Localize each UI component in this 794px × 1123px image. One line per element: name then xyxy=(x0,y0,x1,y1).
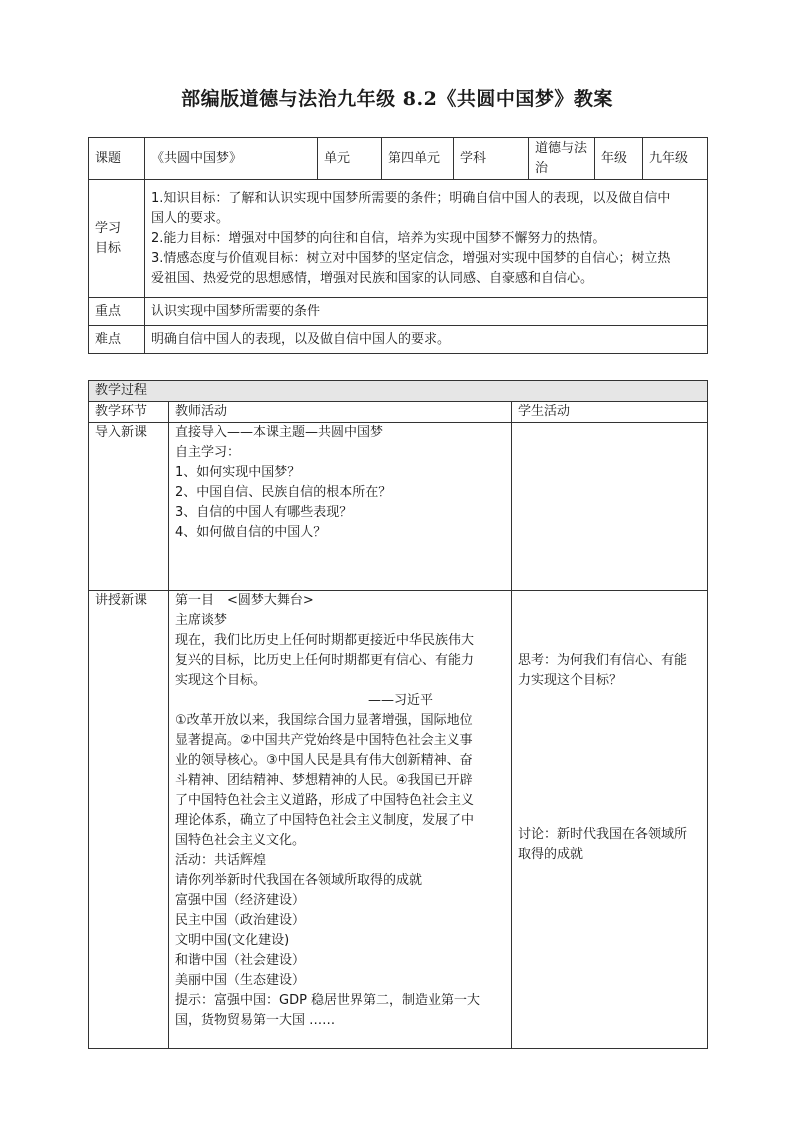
goal-line: 2.能力目标：增强对中国梦的向往和自信，培养为实现中国梦不懈努力的热情。 xyxy=(151,230,606,246)
teach-line: 主席谈梦 xyxy=(175,613,228,628)
col-teacher: 教师活动 xyxy=(169,402,512,423)
teach-line: 和谐中国（社会建设） xyxy=(175,953,306,968)
lesson-info-table xyxy=(88,137,708,354)
intro-teacher-activity xyxy=(169,423,512,591)
quote-attribution: ——习近平 xyxy=(367,693,433,708)
teach-line: 斗精神、团结精神、梦想精神的人民。④我国已开辟 xyxy=(175,773,473,788)
teach-line: 国，货物贸易第一大国 …… xyxy=(175,1013,336,1028)
label-key-point: 重点 xyxy=(89,298,145,326)
teach-line: ①改革开放以来，我国综合国力显著增强，国际地位 xyxy=(175,713,473,728)
label-subject: 学科 xyxy=(454,138,529,180)
teach-line: 复兴的目标，比历史上任何时期都更有信心、有能力 xyxy=(175,653,475,668)
info-row-key xyxy=(89,298,708,326)
label-difficulty: 难点 xyxy=(89,326,145,354)
info-row-difficulty xyxy=(89,326,708,354)
label-course: 课题 xyxy=(89,138,145,180)
student-think-line-1: 思考：为何我们有信心、有能 xyxy=(518,653,688,668)
teach-line: 美丽中国（生态建设） xyxy=(175,973,306,988)
teach-line: 业的领导核心。③中国人民是具有伟大创新精神、奋 xyxy=(175,753,473,768)
goals-text xyxy=(145,180,708,298)
teach-line: 民主中国（政治建设） xyxy=(175,913,306,928)
intro-row xyxy=(89,423,708,591)
subject-line-1: 道德与法 xyxy=(535,140,588,156)
subject-line-2: 治 xyxy=(535,160,549,176)
teach-line: 提示：富强中国：GDP 稳居世界第二，制造业第一大 xyxy=(175,993,481,1008)
intro-line: 自主学习： xyxy=(175,445,241,460)
teach-line: 理论体系，确立了中国特色社会主义制度，发展了中 xyxy=(175,813,475,828)
teach-line: 文明中国(文化建设) xyxy=(175,933,290,948)
teach-line: 请你列举新时代我国在各领域所取得的成就 xyxy=(175,873,423,888)
key-point-text: 认识实现中国梦所需要的条件 xyxy=(145,298,708,326)
teach-teacher-activity xyxy=(169,591,512,1049)
goal-line: 国人的要求。 xyxy=(151,210,230,226)
process-header: 教学过程 xyxy=(89,381,708,402)
student-think-line-2: 力实现这个目标？ xyxy=(518,673,623,688)
stage-teach: 讲授新课 xyxy=(89,591,169,1049)
label-goals xyxy=(89,180,145,298)
intro-line: 4、如何做自信的中国人？ xyxy=(175,525,327,540)
process-columns-row xyxy=(89,402,708,423)
teach-line: 实现这个目标。 xyxy=(175,673,267,688)
info-row-goals xyxy=(89,180,708,298)
goal-line: 1.知识目标：了解和认识实现中国梦所需要的条件；明确自信中国人的表现，以及做自信中 xyxy=(151,190,671,206)
student-discuss-line-2: 取得的成就 xyxy=(518,847,584,862)
document-title: 部编版道德与法治九年级 8.2《共圆中国梦》教案 xyxy=(181,88,613,110)
teach-line: 显著提高。②中国共产党始终是中国特色社会主义事 xyxy=(175,733,473,748)
process-header-row xyxy=(89,381,708,402)
teach-line: 国特色社会主义文化。 xyxy=(175,833,306,848)
goal-line: 爱祖国、热爱党的思想感情，增强对民族和国家的认同感、自豪感和自信心。 xyxy=(151,270,594,286)
student-discuss-line-1: 讨论：新时代我国在各领域所 xyxy=(518,827,688,842)
teach-line: 活动：共话辉煌 xyxy=(175,853,267,868)
unit-value: 第四单元 xyxy=(382,138,454,180)
intro-line: 2、中国自信、民族自信的根本所在？ xyxy=(175,485,392,500)
goals-label-line-1: 学习 xyxy=(95,220,122,236)
teach-row xyxy=(89,591,708,1049)
teach-line: 现在，我们比历史上任何时期都更接近中华民族伟大 xyxy=(175,633,475,648)
intro-line: 直接导入——本课主题—共圆中国梦 xyxy=(175,425,384,440)
teach-line: 第一目 <圆梦大舞台> xyxy=(175,593,314,608)
teach-line: 了中国特色社会主义道路，形成了中国特色社会主义 xyxy=(175,793,475,808)
teach-student-activity xyxy=(512,591,708,1049)
stage-intro: 导入新课 xyxy=(89,423,169,591)
label-unit: 单元 xyxy=(318,138,382,180)
intro-line: 3、自信的中国人有哪些表现？ xyxy=(175,505,353,520)
subject-value xyxy=(529,138,595,180)
grade-value: 九年级 xyxy=(643,138,708,180)
teaching-process-table xyxy=(88,380,708,1049)
info-row-course xyxy=(89,138,708,180)
col-student: 学生活动 xyxy=(512,402,708,423)
course-title: 《共圆中国梦》 xyxy=(145,138,318,180)
goal-line: 3.情感态度与价值观目标：树立对中国梦的坚定信念，增强对实现中国梦的自信心；树立热 xyxy=(151,250,671,266)
goals-label-line-2: 目标 xyxy=(95,240,122,256)
label-grade: 年级 xyxy=(595,138,643,180)
teach-line: 富强中国（经济建设） xyxy=(175,893,306,908)
difficulty-text: 明确自信中国人的表现，以及做自信中国人的要求。 xyxy=(145,326,708,354)
intro-student-activity xyxy=(512,423,708,591)
col-stage: 教学环节 xyxy=(89,402,169,423)
intro-line: 1、如何实现中国梦？ xyxy=(175,465,301,480)
